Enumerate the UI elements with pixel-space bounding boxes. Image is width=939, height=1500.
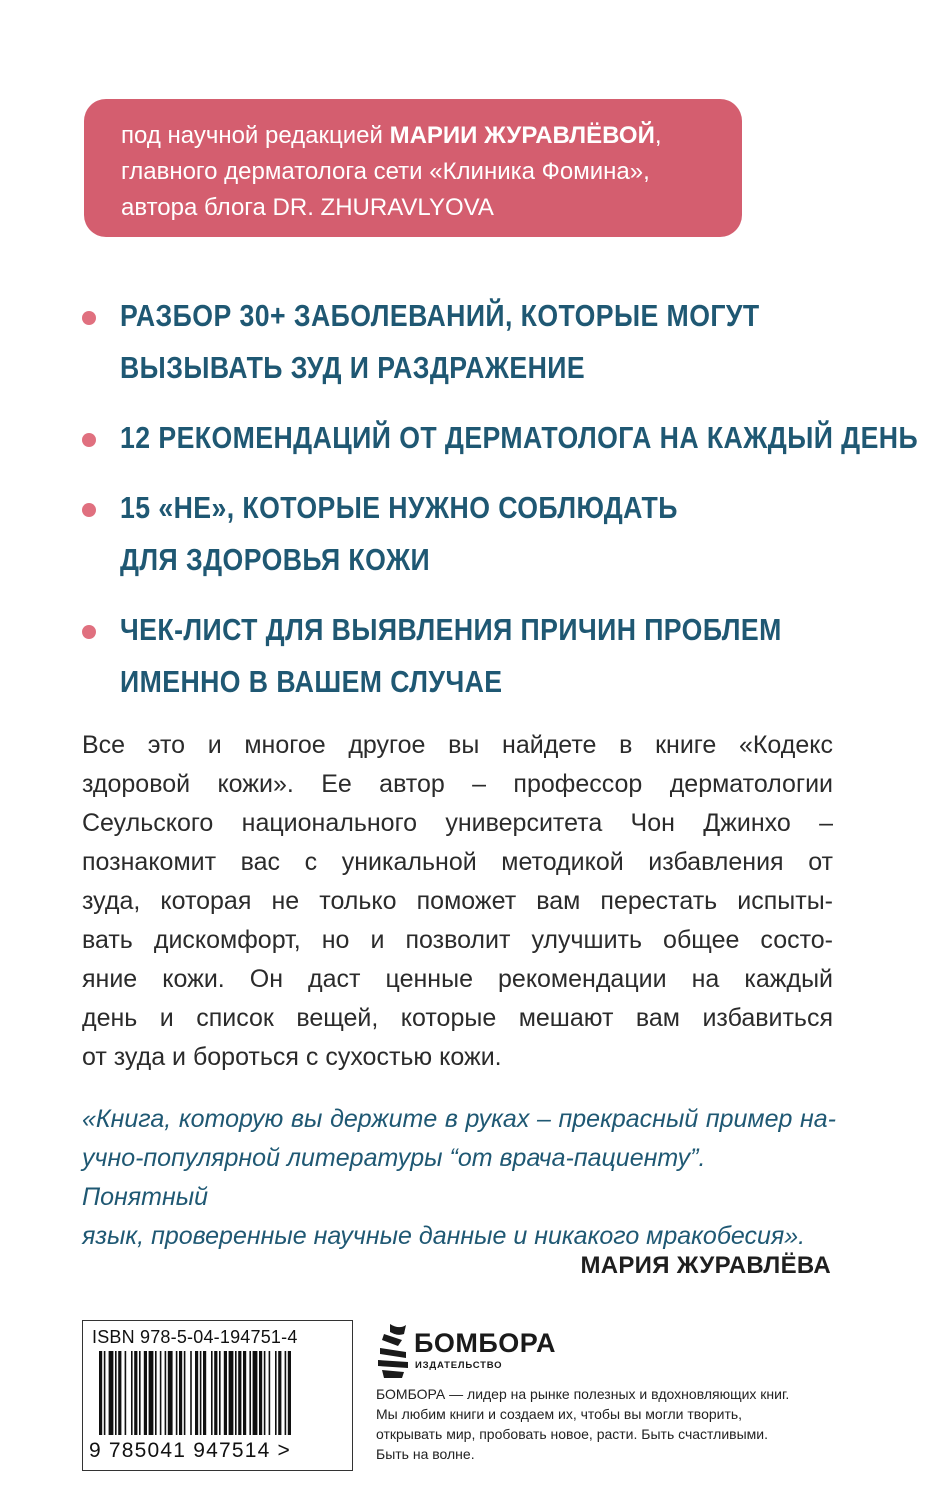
bullet-line: ИМЕННО В ВАШЕМ СЛУЧАЕ [120,664,503,699]
feature-bullet [82,412,919,464]
book-description [82,726,833,1077]
feature-bullet-text [120,604,782,708]
feature-bullet-text [120,482,775,586]
review-quote [82,1100,836,1256]
editor-name: МАРИИ ЖУРАВЛЁВОЙ [389,122,655,149]
editor-credit-suffix: , [654,122,662,149]
description-line: здоровой кожи». Ее автор – профессор дерматологии [82,770,833,798]
bullet-dot-icon [82,625,96,639]
feature-bullet [82,482,882,586]
bullet-dot-icon [82,503,96,517]
quote-line: «Книга, которую вы держите в руках – прекрасный пример на- [82,1105,836,1133]
bullet-dot-icon [82,433,96,447]
description-line: яние кожи. Он даст ценные рекомендации на каждый [82,965,833,993]
bullet-line: ЧЕК-ЛИСТ ДЛЯ ВЫЯВЛЕНИЯ ПРИЧИН ПРОБЛЕМ [120,612,782,647]
barcode-icon [89,1351,347,1439]
bullet-line: ДЛЯ ЗДОРОВЬЯ КОЖИ [120,542,431,577]
feature-bullet-list [82,290,919,726]
bullet-line: 15 «НЕ», КОТОРЫЕ НУЖНО СОБЛЮДАТЬ [120,490,678,525]
publisher-subtitle: ИЗДАТЕЛЬСТВО [415,1360,503,1371]
publisher-logo [376,1322,576,1382]
editor-credit-prefix: под научной редакцией [121,122,390,149]
publisher-name: БОМБОРА [414,1328,556,1358]
editor-credit-line-3: автора блога DR. ZHURAVLYOVA [121,194,494,221]
description-line: вать дискомфорт, но и позволит улучшить общее состо- [82,926,833,954]
feature-bullet-text [120,290,775,394]
editor-credit-box [84,99,742,237]
description-line: Все это и многое другое вы найдете в книге «Кодекс [82,731,833,759]
feature-bullet [82,604,882,708]
bullet-line: РАЗБОР 30+ ЗАБОЛЕВАНИЙ, КОТОРЫЕ МОГУТ [120,298,760,333]
description-line: зуда, которая не только поможет вам перестать испыты- [82,887,833,915]
bullet-line: ВЫЗЫВАТЬ ЗУД И РАЗДРАЖЕНИЕ [120,350,586,385]
quote-line: язык, проверенные научные данные и никакого мракобесия». [82,1222,806,1250]
quote-line: учно-популярной литературы “от врача-пациенту”. Понятный [82,1144,706,1211]
feature-bullet [82,290,882,394]
bullet-line: 12 РЕКОМЕНДАЦИЙ ОТ ДЕРМАТОЛОГА НА КАЖДЫЙ ДЕНЬ [120,420,919,455]
editor-credit-line-2: главного дерматолога сети «Клиника Фомина», [121,158,650,185]
publisher-description: БОМБОРА — лидер на рынке полезных и вдохновляющих книг. Мы любим книги и создаем их, чтобы вы могли творить, открывать мир, пробовать новое, расти. Быть счастливыми. Быть на волне. [376,1386,790,1462]
description-line: познакомит вас с уникальной методикой избавления от [82,848,833,876]
editor-credit-line-1 [121,118,742,154]
publisher-figure-icon [376,1322,412,1380]
description-line: от зуда и бороться с сухостью кожи. [82,1043,502,1071]
barcode-digits: 9 785041 947514 > [89,1439,291,1462]
feature-bullet-text [120,412,919,464]
bullet-dot-icon [82,311,96,325]
description-line: Сеульского национального университета Чон Джинхо – [82,809,833,837]
description-line: день и список вещей, которые мешают вам избавиться [82,1004,833,1032]
isbn-barcode-box [82,1320,353,1471]
isbn-label: ISBN 978-5-04-194751-4 [92,1327,298,1347]
quote-author: МАРИЯ ЖУРАВЛЁВА [580,1252,831,1279]
